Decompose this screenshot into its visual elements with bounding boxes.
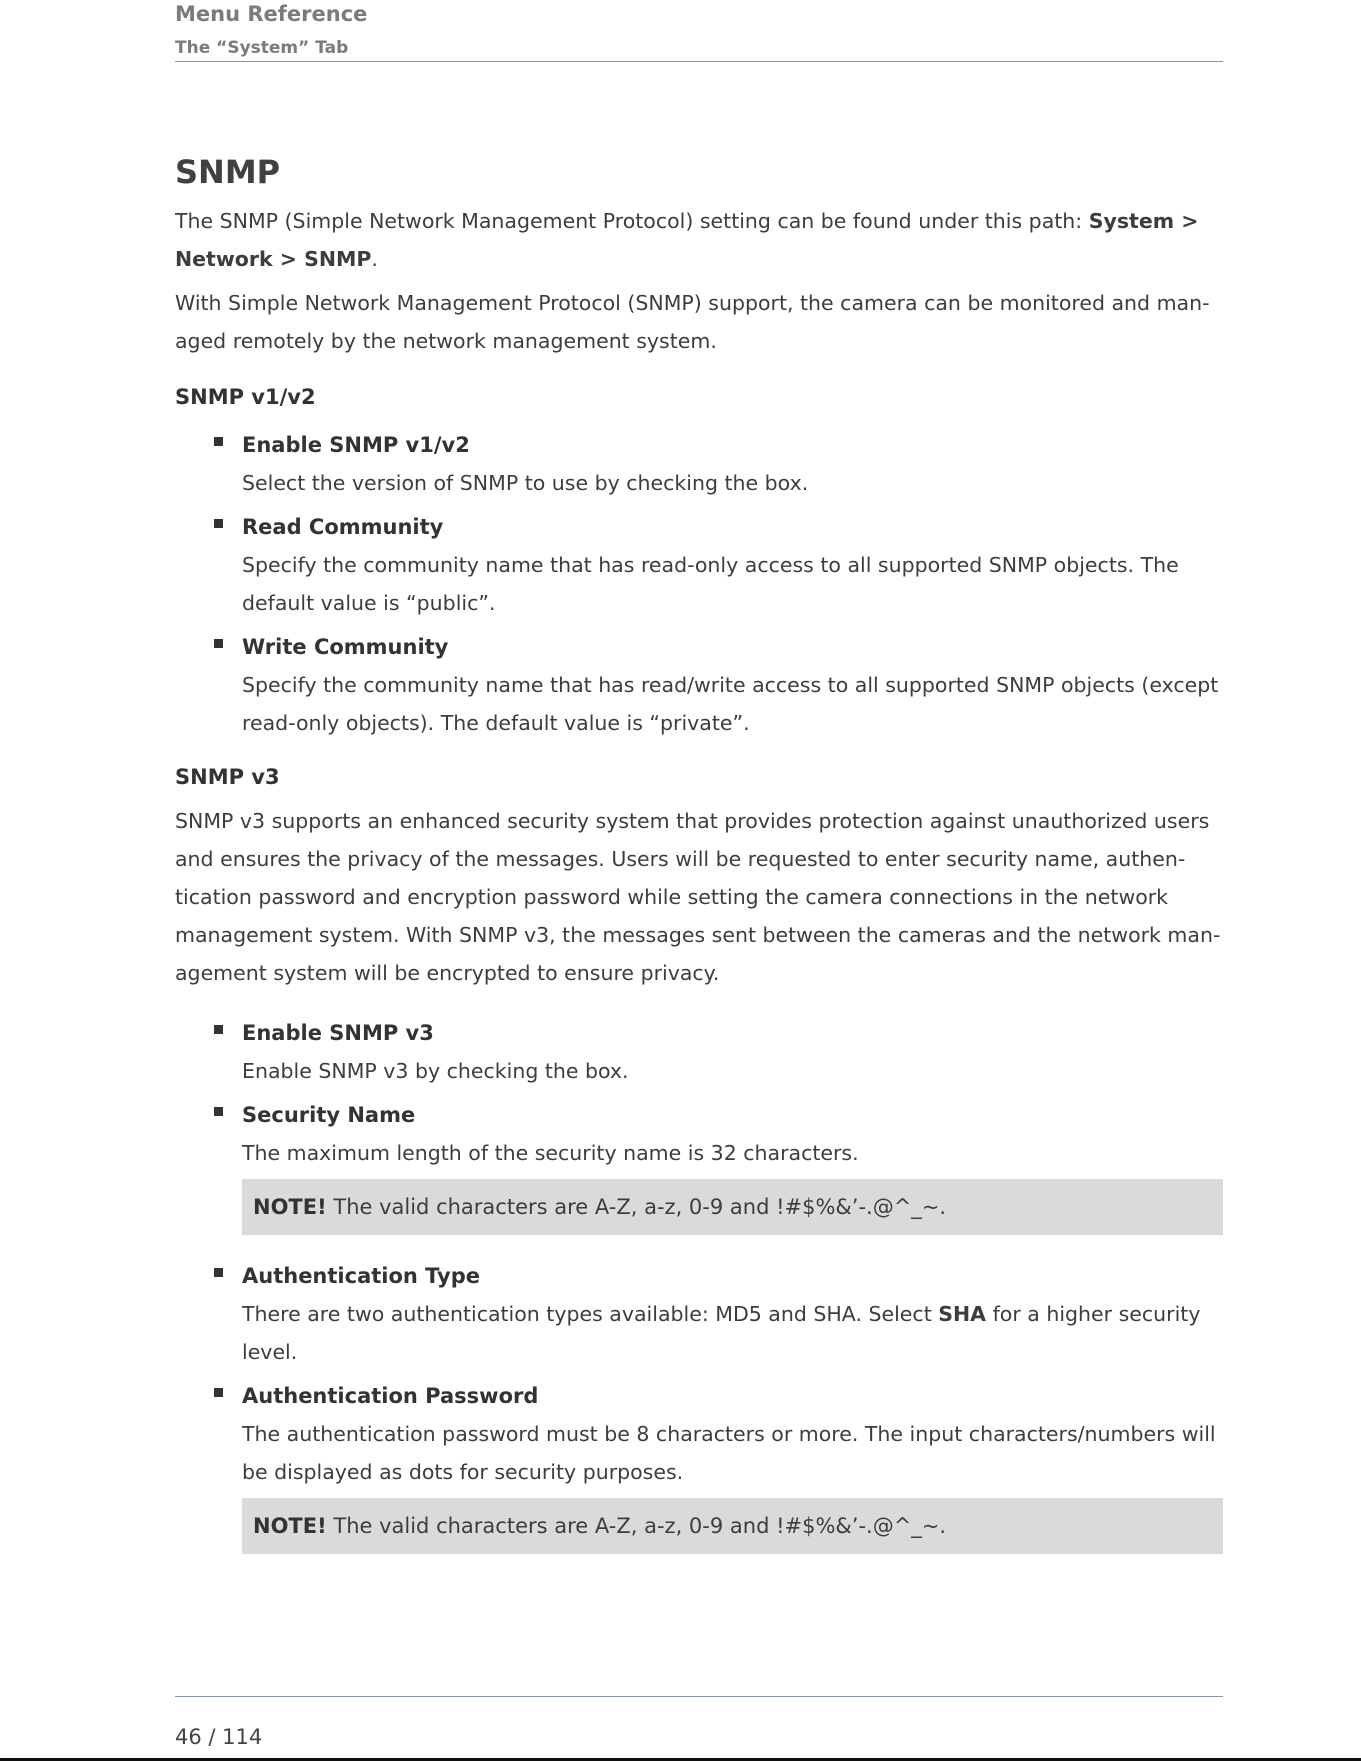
list-item [175,426,1223,502]
bullet-square-icon [214,1025,223,1034]
list-item [175,1096,1223,1235]
desc-bold: SHA [938,1302,987,1326]
page-header [175,0,1223,62]
section-title-v1v2: SNMP v1/v2 [175,385,316,409]
note-text: The valid characters are A-Z, a-z, 0-9 and !#$%&’-.@^_~. [326,1195,947,1219]
option-title: Security Name [242,1103,416,1127]
v3-option-list [175,1014,1223,1554]
header-subtitle: The “System” Tab [175,38,349,58]
bullet-square-icon [214,437,223,446]
option-description: The authentication password must be 8 characters or more. The input characters/numbers will be displayed as dots for security purposes. [242,1422,1216,1484]
option-description [242,1295,1223,1371]
section-title-v3: SNMP v3 [175,765,280,789]
v3-paragraph: SNMP v3 supports an enhanced security system that provides protection against unauthorized users and ensures the privacy of the messages. Users will be requested to enter security name, authen-tication password and encryption password while setting the camera connections in the network management system. With SNMP v3, the messages sent between the cameras and the network man-agement system will be encrypted to ensure privacy. [175,809,1221,985]
menu-path: System > Network > SNMP [175,209,1199,271]
page-number: 46 / 114 [175,1725,263,1749]
desc-text-end: for a higher security level. [242,1302,1201,1364]
page-title: SNMP [175,153,281,191]
bullet-square-icon [214,639,223,648]
note-text: The valid characters are A-Z, a-z, 0-9 and !#$%&’-.@^_~. [326,1514,947,1538]
note-label: NOTE! [253,1514,327,1538]
intro-paragraph-2: With Simple Network Management Protocol (SNMP) support, the camera can be monitored and man-aged remotely by the network management system. [175,291,1210,353]
note-label: NOTE! [253,1195,327,1219]
option-description: Specify the community name that has read/write access to all supported SNMP objects (except read-only objects). The default value is “private”. [242,673,1219,735]
option-description: The maximum length of the security name is 32 characters. [242,1141,859,1165]
bullet-square-icon [214,1107,223,1116]
main-content [175,150,1223,1576]
list-item [175,1257,1223,1371]
bullet-square-icon [214,519,223,528]
intro-paragraph [175,202,1223,278]
option-title: Read Community [242,515,444,539]
note-box [242,1498,1223,1554]
list-item [175,1377,1223,1554]
option-description: Enable SNMP v3 by checking the box. [242,1059,629,1083]
list-item [175,508,1223,622]
list-item [175,628,1223,742]
option-description: Select the version of SNMP to use by checking the box. [242,471,809,495]
option-description: Specify the community name that has read-only access to all supported SNMP objects. The default value is “public”. [242,553,1179,615]
option-title: Authentication Password [242,1384,539,1408]
header-title: Menu Reference [175,2,368,26]
intro-end: . [371,247,378,271]
option-title: Write Community [242,635,449,659]
note-box [242,1179,1223,1235]
option-title: Authentication Type [242,1264,480,1288]
list-item [175,1014,1223,1090]
desc-text: There are two authentication types available: MD5 and SHA. Select [242,1302,939,1326]
option-title: Enable SNMP v3 [242,1021,434,1045]
intro-text: The SNMP (Simple Network Management Protocol) setting can be found under this path: [175,209,1089,233]
v1v2-option-list [175,426,1223,742]
bullet-square-icon [214,1388,223,1397]
bullet-square-icon [214,1268,223,1277]
footer-divider [175,1696,1223,1697]
option-title: Enable SNMP v1/v2 [242,433,470,457]
